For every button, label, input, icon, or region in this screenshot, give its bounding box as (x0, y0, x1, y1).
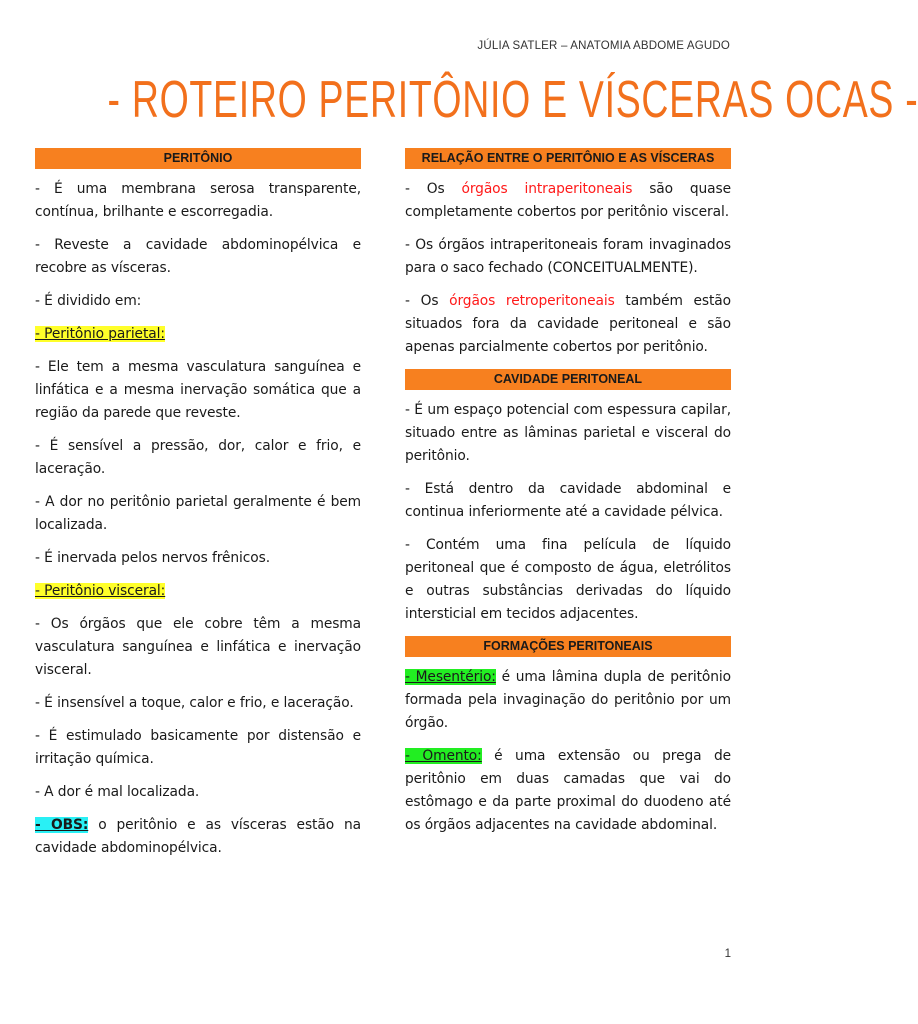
obs-text: o peritônio e as vísceras estão na cavidade abdominopélvica. (35, 817, 361, 856)
paragraph: - A dor no peritônio parietal geralmente é bem localizada. (35, 494, 361, 533)
paragraph: - Os órgãos que ele cobre têm a mesma vasculatura sanguínea e linfática e inervação visceral. (35, 616, 361, 678)
document-header: JÚLIA SATLER – ANATOMIA ABDOME AGUDO (477, 40, 730, 52)
paragraph (405, 178, 731, 224)
obs-paragraph (35, 814, 361, 860)
text-span: é uma lâmina dupla de peritônio formada pela invaginação do peritônio por um órgão. (405, 669, 731, 731)
red-term-intraperitoneais: órgãos intraperitoneais (461, 181, 633, 197)
text-span: é uma extensão ou prega de peritônio em duas camadas que vai do estômago e da parte proximal do duodeno até os órgãos adjacentes na cavidade abdominal. (405, 748, 732, 833)
paragraph: - Está dentro da cavidade abdominal e continua inferiormente até a cavidade pélvica. (405, 481, 731, 520)
right-column (405, 148, 731, 847)
paragraph: - É uma membrana serosa transparente, contínua, brilhante e escorregadia. (35, 181, 361, 220)
paragraph: - É sensível a pressão, dor, calor e frio, e laceração. (35, 438, 361, 477)
left-column (35, 148, 361, 870)
section-heading-peritonio: PERITÔNIO (35, 148, 361, 169)
highlight-label-omento: - Omento: (405, 748, 482, 764)
section-heading-cavidade: CAVIDADE PERITONEAL (405, 369, 731, 390)
mesenterio-paragraph (405, 666, 731, 735)
text-span: também estão situados fora da cavidade peritoneal e são apenas parcialmente cobertos por peritônio. (405, 293, 731, 355)
text-span: são quase completamente cobertos por peritônio visceral. (405, 181, 731, 220)
paragraph: - É inervada pelos nervos frênicos. (35, 550, 270, 566)
paragraph: - Contém uma fina película de líquido peritoneal que é composto de água, eletrólitos e outras substâncias derivadas do líquido intersticial em tecidos adjacentes. (405, 537, 731, 622)
paragraph: - É estimulado basicamente por distensão e irritação química. (35, 728, 361, 767)
section-heading-formacoes: FORMAÇÕES PERITONEAIS (405, 636, 731, 657)
paragraph: - Ele tem a mesma vasculatura sanguínea e linfática e a mesma inervação somática que a região da parede que reveste. (35, 359, 361, 421)
document-title: - ROTEIRO PERITÔNIO E VÍSCERAS OCAS - (107, 71, 918, 129)
paragraph: - É insensível a toque, calor e frio, e laceração. (35, 695, 354, 711)
page-number: 1 (724, 948, 731, 960)
text-span: - Os (405, 293, 450, 309)
text-span: - Os (405, 181, 462, 197)
paragraph (405, 290, 731, 359)
red-term-retroperitoneais: órgãos retroperitoneais (449, 293, 615, 309)
subsection-parietal (35, 323, 361, 346)
paragraph: - É um espaço potencial com espessura capilar, situado entre as lâminas parietal e visceral do peritônio. (405, 402, 731, 464)
highlight-label-mesenterio: - Mesentério: (405, 669, 496, 685)
section-heading-relacao: RELAÇÃO ENTRE O PERITÔNIO E AS VÍSCERAS (405, 148, 731, 169)
highlight-label-obs: - OBS: (35, 817, 89, 833)
omento-paragraph (405, 745, 731, 837)
highlight-label-visceral: - Peritônio visceral: (35, 583, 166, 599)
paragraph: - A dor é mal localizada. (35, 784, 200, 800)
paragraph: - Reveste a cavidade abdominopélvica e recobre as vísceras. (35, 237, 361, 276)
subsection-visceral (35, 580, 361, 603)
highlight-label-parietal: - Peritônio parietal: (35, 326, 165, 342)
paragraph: - Os órgãos intraperitoneais foram invaginados para o saco fechado (CONCEITUALMENTE). (405, 237, 731, 276)
paragraph: - É dividido em: (35, 293, 142, 309)
